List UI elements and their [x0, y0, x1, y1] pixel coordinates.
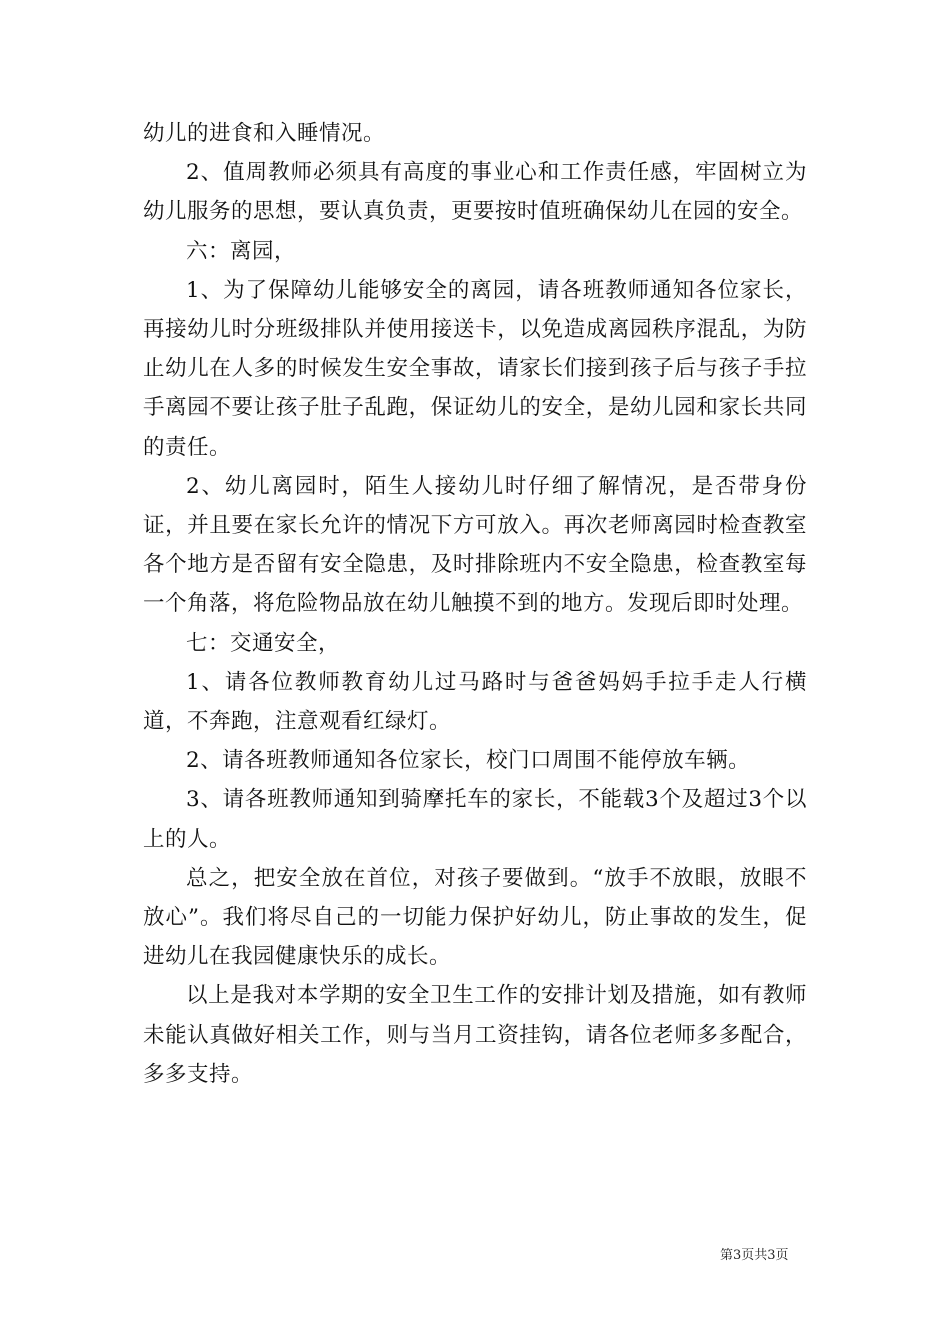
document-body: [143, 114, 807, 1094]
paragraph-leaving-2: 2、幼儿离园时，陌生人接幼儿时仔细了解情况，是否带身份证，并且要在家长允许的情况下方可放入。再次老师离园时检查教室各个地方是否留有安全隐患，及时排除班内不安全隐患，检查教室每一个角落，将危险物品放在幼儿触摸不到的地方。发现后即时处理。: [143, 473, 807, 617]
paragraph-continuation: 幼儿的进食和入睡情况。: [143, 121, 386, 146]
paragraph-traffic-1: 1、请各位教师教育幼儿过马路时与爸爸妈妈手拉手走人行横道，不奔跑，注意观看红绿灯。: [143, 669, 807, 735]
paragraph-leaving-1: 1、为了保障幼儿能够安全的离园，请各班教师通知各位家长，再接幼儿时分班级排队并使用接送卡，以免造成离园秩序混乱，为防止幼儿在人多的时候发生安全事故，请家长们接到孩子后与孩子手拉手离园不要让孩子肚子乱跑，保证幼儿的安全，是幼儿园和家长共同的责任。: [143, 277, 807, 460]
paragraph-duty-teacher: 2、值周教师必须具有高度的事业心和工作责任感，牢固树立为幼儿服务的思想，要认真负责，更要按时值班确保幼儿在园的安全。: [143, 160, 807, 225]
paragraph-closing: 以上是我对本学期的安全卫生工作的安排计划及措施，如有教师未能认真做好相关工作，则与当月工资挂钩，请各位老师多多配合，多多支持。: [143, 983, 807, 1087]
page-number: 第3页共3页: [720, 1248, 789, 1263]
paragraph-summary: 总之，把安全放在首位，对孩子要做到。“放手不放眼，放眼不放心”。我们将尽自己的一切能力保护好幼儿，防止事故的发生，促进幼儿在我园健康快乐的成长。: [143, 865, 807, 970]
section-heading-leaving: 六：离园，: [186, 238, 297, 264]
paragraph-traffic-3: 3、请各班教师通知到骑摩托车的家长，不能载3个及超过3个以上的人。: [143, 787, 807, 852]
section-heading-traffic: 七：交通安全，: [186, 630, 341, 656]
paragraph-traffic-2: 2、请各班教师通知各位家长，校门口周围不能停放车辆。: [186, 748, 751, 774]
